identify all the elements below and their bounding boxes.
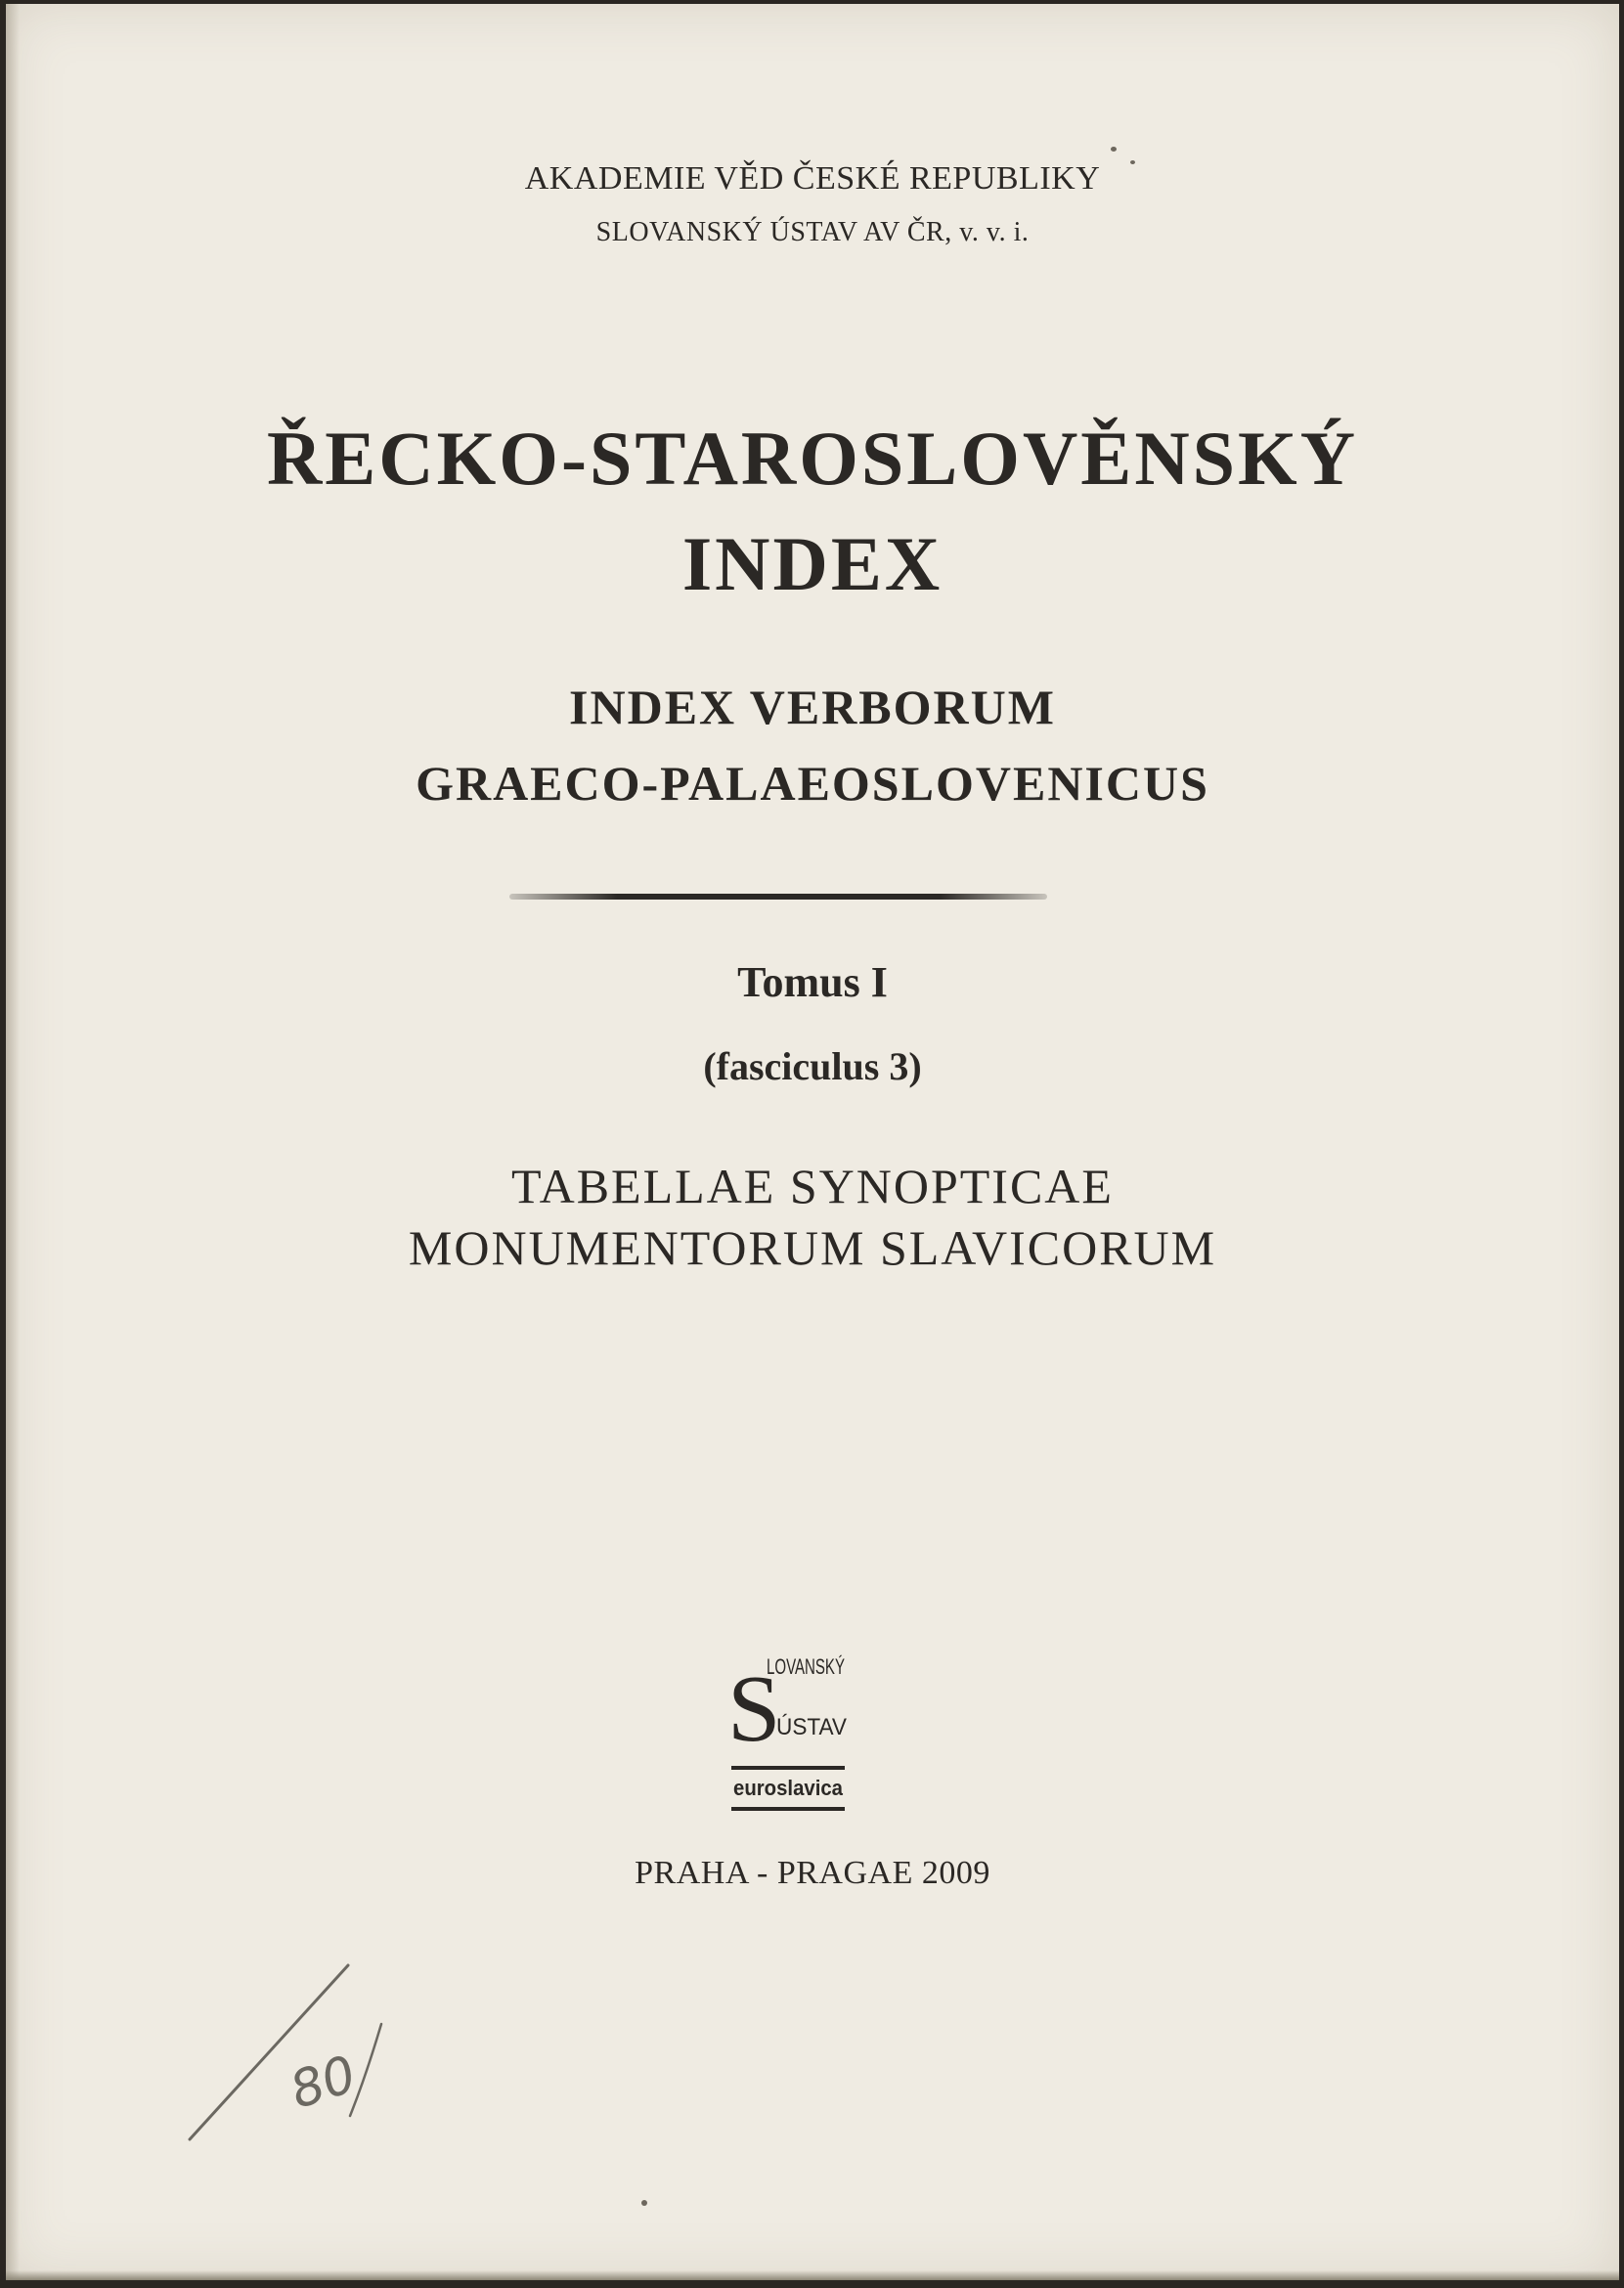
book-title-line-1: ŘECKO-STAROSLOVĚNSKÝ [266,416,1359,501]
paper-speck [641,2200,647,2206]
logo-initial: S [727,1656,781,1762]
logo-imprint: euroslavica [733,1776,844,1800]
paper-speck [1130,160,1135,164]
place-and-year: PRAHA - PRAGAE 2009 [635,1855,990,1891]
tabellae-line-2: MONUMENTORUM SLAVICORUM [408,1220,1217,1275]
book-title-line-2: INDEX [681,521,944,606]
logo-line-1: LOVANSKÝ [767,1654,846,1679]
fascicle-label: (fasciculus 3) [703,1044,922,1088]
institution-name: AKADEMIE VĚD ČESKÉ REPUBLIKY [524,160,1101,197]
paper-speck [1111,147,1117,152]
latin-title-line-1: INDEX VERBORUM [569,680,1056,734]
handwritten-mark-icon [182,1959,397,2155]
latin-title-line-2: GRAECO-PALAEOSLOVENICUS [416,756,1209,811]
book-cover [6,4,1619,2280]
institute-name: SLOVANSKÝ ÚSTAV AV ČR, v. v. i. [595,217,1030,247]
volume-label: Tomus I [737,958,888,1006]
tabellae-line-1: TABELLAE SYNOPTICAE [511,1159,1114,1213]
publisher-logo-icon [727,1639,849,1823]
logo-line-2: ÚSTAV [776,1714,847,1740]
handwritten-number: 80 [283,2045,364,2122]
cover-left-edge [6,4,20,2280]
cover-bottom-edge [6,2270,1619,2280]
divider-rule [509,894,1047,900]
